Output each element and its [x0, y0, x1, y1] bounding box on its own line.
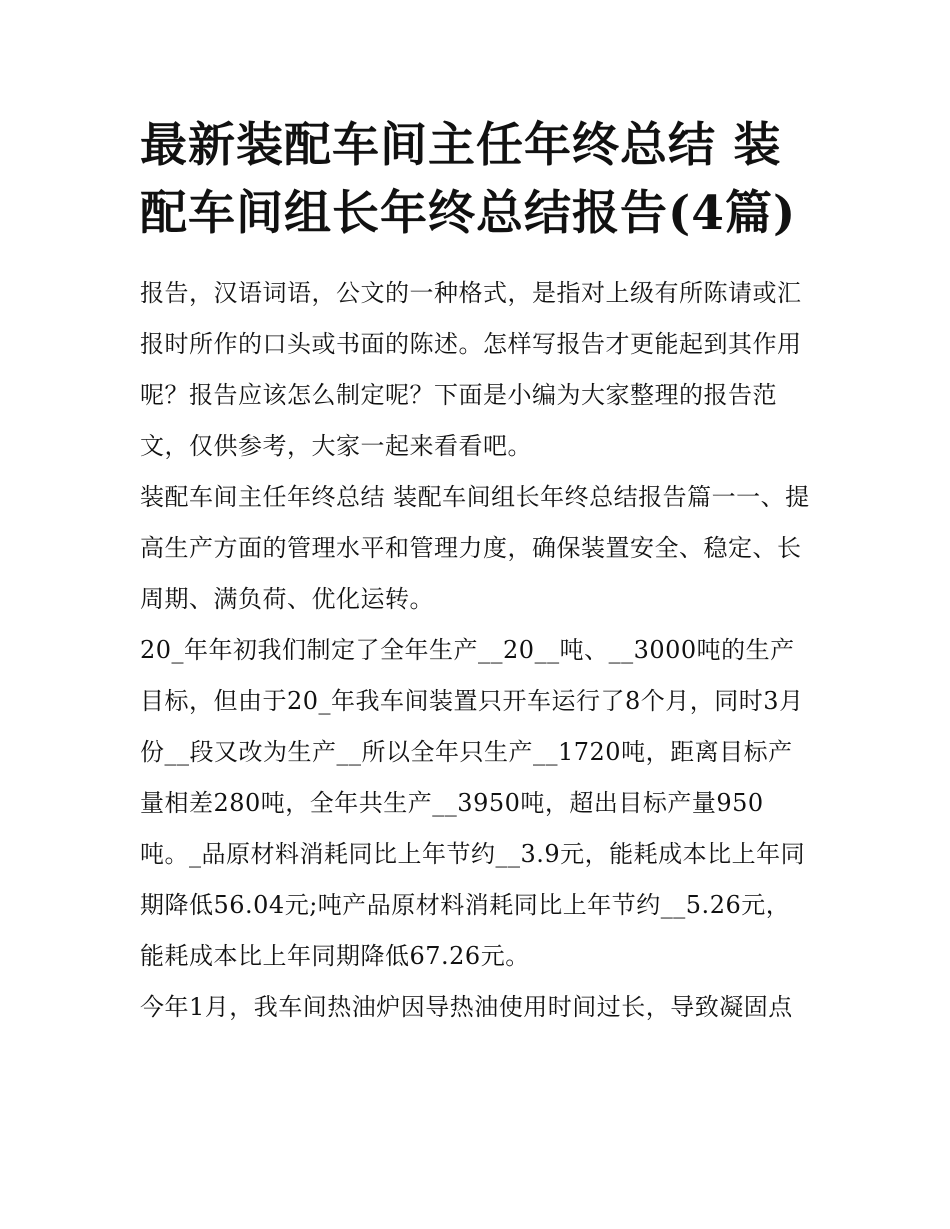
paragraph-intro: 报告，汉语词语，公文的一种格式，是指对上级有所陈请或汇报时所作的口头或书面的陈述。怎样写报告才更能起到其作用呢？报告应该怎么制定呢？下面是小编为大家整理的报告范文，仅供参考，大家一起来看看吧。	[140, 279, 802, 460]
paragraph-section-heading: 装配车间主任年终总结 装配车间组长年终总结报告篇一一、提高生产方面的管理水平和管理力度，确保装置安全、稳定、长周期、满负荷、优化运转。	[140, 483, 810, 613]
document-title: 最新装配车间主任年终总结 装配车间组长年终总结报告(4篇)	[140, 118, 797, 241]
paragraph-production-summary: 20_年年初我们制定了全年生产__20__吨、__3000吨的生产目标，但由于20_年我车间装置只开车运行了8个月，同时3月份__段又改为生产__所以全年只生产__1720吨，距离目标产量相差280吨，全年共生产__3950吨，超出目标产量950吨。_品原材料消耗同比上年节约__3.9元，能耗成本比上年同期降低56.04元;吨产品原材料消耗同比上年节约__5.26元，能耗成本比上年同期降低67.26元。	[140, 636, 806, 970]
document-body	[140, 268, 810, 1033]
paragraph-heat-oil-furnace: 今年1月，我车间热油炉因导热油使用时间过长，导致凝固点	[140, 993, 793, 1021]
